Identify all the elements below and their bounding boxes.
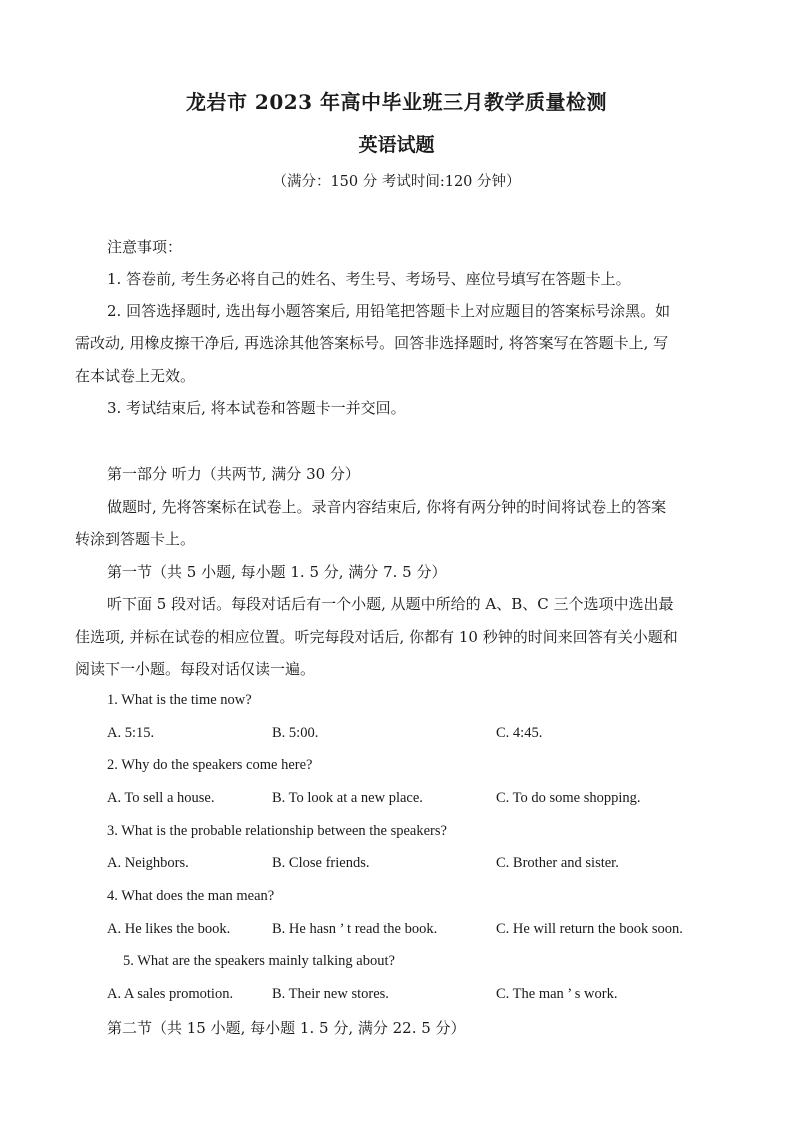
option-b: B. Their new stores. <box>272 986 389 1002</box>
option-b: B. 5:00. <box>272 725 319 741</box>
option-c: C. 4:45. <box>496 725 543 741</box>
option-a: A. A sales promotion. <box>107 986 234 1002</box>
option-c: C. To do some shopping. <box>496 790 641 806</box>
option-a: A. 5:15. <box>107 725 155 741</box>
notice-line: 需改动, 用橡皮擦干净后, 再选涂其他答案标号。回答非选择题时, 将答案写在答题卡上, 写 <box>75 334 669 352</box>
notice-line: 3. 考试结束后, 将本试卷和答题卡一并交回。 <box>107 399 406 417</box>
option-a: A. He likes the book. <box>107 921 231 937</box>
section1-intro-line: 佳选项, 并标在试卷的相应位置。听完每段对话后, 你都有 10 秒钟的时间来回答有关小题和 <box>75 628 678 646</box>
question-text: 4. What does the man mean? <box>107 888 275 904</box>
part1-intro-line: 做题时, 先将答案标在试卷上。录音内容结束后, 你将有两分钟的时间将试卷上的答案 <box>107 498 667 516</box>
exam-subtitle: 英语试题 <box>358 134 435 156</box>
score-time-line: （满分：150 分 考试时间:120 分钟） <box>272 174 521 190</box>
section1-heading: 第一节（共 5 小题, 每小题 1. 5 分, 满分 7. 5 分） <box>107 563 447 581</box>
option-a: A. Neighbors. <box>107 855 189 871</box>
question-text: 1. What is the time now? <box>107 692 252 708</box>
option-b: B. To look at a new place. <box>272 790 423 806</box>
notice-heading: 注意事项： <box>107 238 183 256</box>
part1-intro-line: 转涂到答题卡上。 <box>75 530 196 548</box>
option-a: A. To sell a house. <box>107 790 215 806</box>
notice-line: 1. 答卷前, 考生务必将自己的姓名、考生号、考场号、座位号填写在答题卡上。 <box>107 270 631 288</box>
question-text: 5. What are the speakers mainly talking about? <box>123 953 395 969</box>
notice-line: 在本试卷上无效。 <box>75 367 196 385</box>
question-text: 2. Why do the speakers come here? <box>107 757 313 773</box>
option-c: C. Brother and sister. <box>496 855 619 871</box>
option-c: C. The man ’ s work. <box>496 986 618 1002</box>
section1-intro-line: 阅读下一小题。每段对话仅读一遍。 <box>75 660 316 678</box>
exam-title: 龙岩市 2023 年高中毕业班三月教学质量检测 <box>185 90 608 114</box>
question-text: 3. What is the probable relationship between the speakers? <box>107 823 447 839</box>
part1-heading: 第一部分 听力（共两节, 满分 30 分） <box>107 465 360 483</box>
section1-intro-line: 听下面 5 段对话。每段对话后有一个小题, 从题中所给的 A、B、C 三个选项中选出最 <box>107 595 674 613</box>
option-c: C. He will return the book soon. <box>496 921 683 937</box>
option-b: B. Close friends. <box>272 855 370 871</box>
option-b: B. He hasn ’ t read the book. <box>272 921 438 937</box>
notice-line: 2. 回答选择题时, 选出每小题答案后, 用铅笔把答题卡上对应题目的答案标号涂黑。如 <box>107 302 671 320</box>
section2-heading: 第二节（共 15 小题, 每小题 1. 5 分, 满分 22. 5 分） <box>107 1019 466 1037</box>
